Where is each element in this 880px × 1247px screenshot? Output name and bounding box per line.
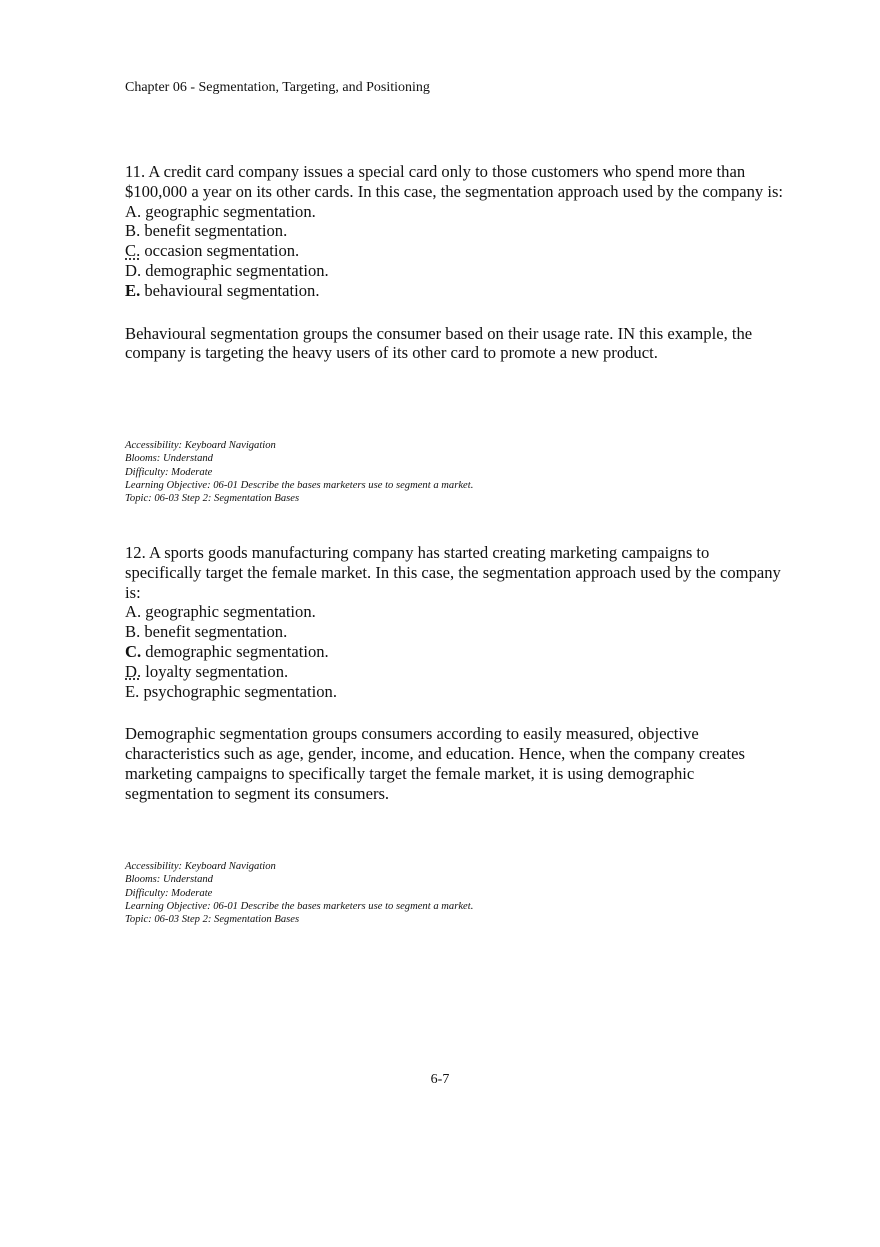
option-letter: E.	[125, 280, 141, 300]
option-a	[125, 202, 785, 222]
option-letter: D.	[125, 260, 142, 280]
meta-learning-objective: Learning Objective: 06-01 Describe the bases marketers use to segment a market.	[125, 479, 474, 491]
meta-learning-objective: Learning Objective: 06-01 Describe the bases marketers use to segment a market.	[125, 900, 474, 912]
question-stem	[125, 543, 785, 602]
option-letter: C.	[125, 241, 141, 261]
question-text: A sports goods manufacturing company has started creating marketing campaigns to specifically target the female market. In this case, the segmentation approach used by the company is:	[125, 543, 781, 602]
option-text: psychographic segmentation.	[143, 681, 337, 701]
option-text: geographic segmentation.	[145, 201, 316, 221]
option-b	[125, 221, 785, 241]
option-c-correct	[125, 642, 785, 662]
meta-topic: Topic: 06-03 Step 2: Segmentation Bases	[125, 493, 300, 505]
question-number: 12.	[125, 543, 146, 562]
meta-difficulty: Difficulty: Moderate	[125, 466, 213, 478]
option-text: demographic segmentation.	[145, 641, 329, 661]
question-metadata	[125, 439, 725, 505]
option-a	[125, 602, 785, 622]
option-letter: A.	[125, 602, 142, 622]
question-number: 11.	[125, 162, 146, 181]
option-text: occasion segmentation.	[144, 241, 300, 261]
option-text: benefit segmentation.	[144, 622, 288, 642]
meta-blooms: Blooms: Understand	[125, 874, 213, 886]
meta-accessibility: Accessibility: Keyboard Navigation	[125, 440, 276, 451]
option-text: loyalty segmentation.	[145, 661, 289, 681]
option-c	[125, 241, 785, 261]
option-d	[125, 662, 785, 682]
question-text: A credit card company issues a special card only to those customers who spend more than $100,000 a year on its other cards. In this case, the segmentation approach used by the company is:	[125, 162, 784, 201]
option-text: behavioural segmentation.	[144, 280, 320, 300]
option-text: benefit segmentation.	[144, 221, 288, 241]
option-b	[125, 622, 785, 642]
answer-explanation: Behavioural segmentation groups the consumer based on their usage rate. IN this example, the company is targeting the heavy users of its other card to promote a new product.	[125, 323, 753, 363]
question-11	[125, 162, 785, 363]
chapter-header: Chapter 06 - Segmentation, Targeting, and Positioning	[125, 80, 430, 95]
meta-blooms: Blooms: Understand	[125, 453, 213, 465]
answer-options	[125, 202, 785, 301]
option-e-correct	[125, 281, 785, 301]
meta-accessibility: Accessibility: Keyboard Navigation	[125, 861, 276, 872]
option-letter: E.	[125, 681, 140, 701]
answer-options	[125, 602, 785, 701]
question-metadata	[125, 860, 725, 926]
question-stem	[125, 162, 785, 202]
meta-topic: Topic: 06-03 Step 2: Segmentation Bases	[125, 914, 300, 926]
question-12	[125, 543, 785, 804]
page-number: 6-7	[430, 1072, 450, 1087]
option-text: demographic segmentation.	[145, 260, 329, 280]
answer-explanation: Demographic segmentation groups consumers according to easily measured, objective characteristics such as age, gender, income, and education. Hence, when the company creates marketing campaigns to specifically target the female market, it is using demographic segmentation to segment its consumers.	[125, 724, 745, 803]
option-letter: C.	[125, 641, 142, 661]
option-letter: D.	[125, 661, 142, 681]
option-text: geographic segmentation.	[145, 602, 316, 622]
option-letter: B.	[125, 622, 141, 642]
meta-difficulty: Difficulty: Moderate	[125, 887, 213, 899]
option-letter: A.	[125, 201, 142, 221]
option-e	[125, 682, 785, 702]
option-d	[125, 261, 785, 281]
option-letter: B.	[125, 221, 141, 241]
